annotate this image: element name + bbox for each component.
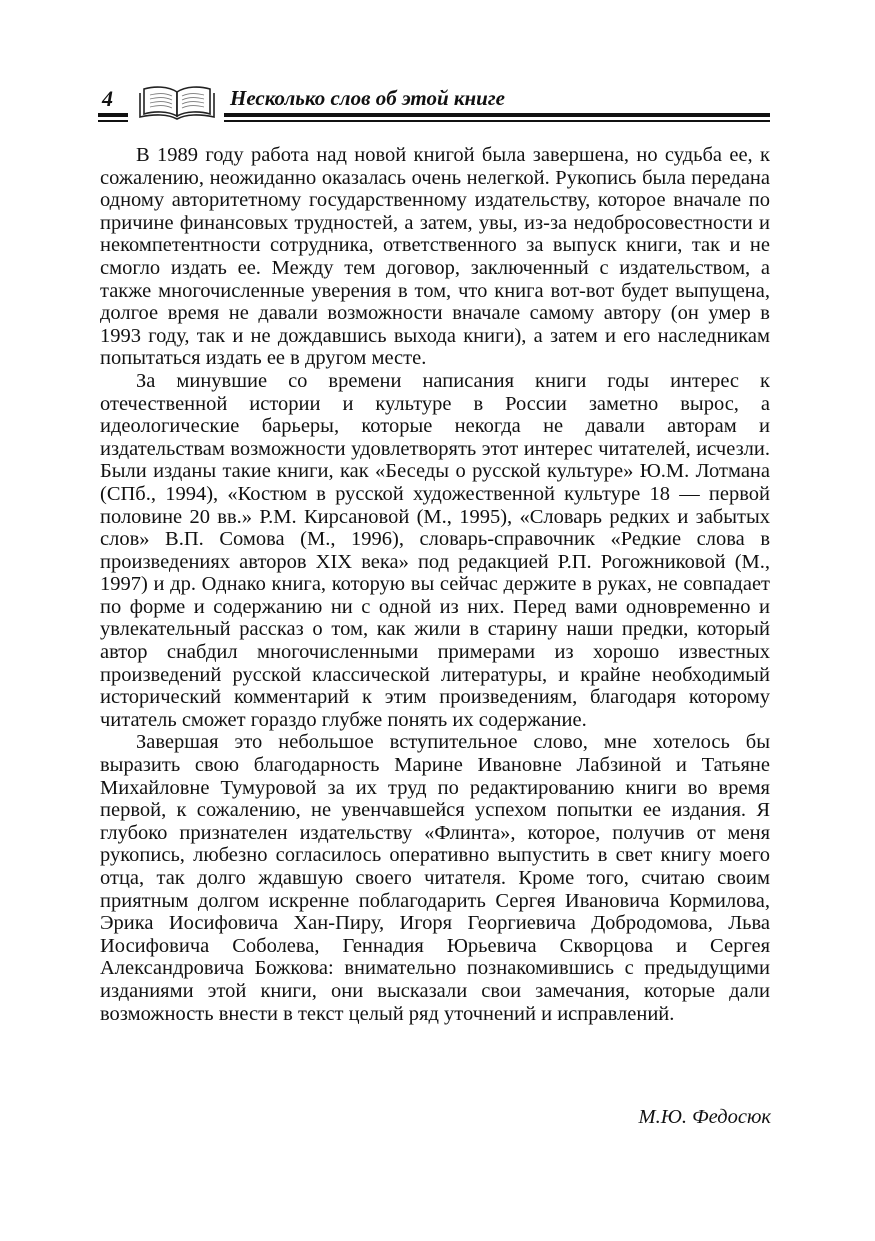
header-rule [224,113,770,117]
open-book-icon [136,84,218,120]
paragraph: За минувшие со времени написания книги годы интерес к отечественной истории и культуре в России заметно вырос, а идеологические барьеры, которые некогда не давали авторам и издательствам возможности удовлетворять этот интерес читателей, исчезли. Были изданы такие книги, как «Беседы о русской культуре» Ю.М. Лотмана (СПб., 1994), «Костюм в русской художественной культуре 18 — первой половине 20 вв.» Р.М. Кирсановой (М., 1995), «Словарь редких и забытых слов» В.П. Сомова (М., 1996), словарь-справочник «Редкие слова в произведениях авторов XIX века» под редакцией Р.П. Рогожниковой (М., 1997) и др. Однако книга, которую вы сейчас держите в руках, не совпадает по форме и содержанию ни с одной из них. Перед вами одновременно и увлекательный рассказ о том, как жили в старину наши предки, который автор снабдил многочисленными примерами из хорошо известных произведений русской классической литературы, и крайне необходимый исторический комментарий к этим произведениям, благодаря которому читатель сможет гораздо глубже понять их содержание. [100,369,770,731]
body-text [100,144,770,1025]
header-rule [98,113,128,117]
header-title: Несколько слов об этой книге [230,86,505,110]
paragraph: Завершая это небольшое вступительное слово, мне хотелось бы выразить свою благодарность Марине Ивановне Лабзиной и Татьяне Михайловне Тумуровой за их труд по редактированию книги во время первой, к сожалению, не увенчавшейся успехом попытки ее издания. Я глубоко признателен издательству «Флинта», которое, получив от меня рукопись, любезно согласилось оперативно выпустить в свет книгу моего отца, так долго ждавшую своего читателя. Кроме того, считаю своим приятным долгом искренне поблагодарить Сергея Ивановича Кормилова, Эрика Иосифовича Хан-Пиру, Игоря Георгиевича Добродомова, Льва Иосифовича Соболева, Геннадия Юрьевича Скворцова и Сергея Александровича Божкова: внимательно познакомившись с предыдущими изданиями этой книги, они высказали свои замечания, которые дали возможность внести в текст целый ряд уточнений и исправлений. [100,731,770,1025]
page-number: 4 [102,86,113,111]
paragraph: В 1989 году работа над новой книгой была завершена, но судьба ее, к сожалению, неожиданно оказалась очень нелегкой. Рукопись была передана одному авторитетному государственному издательству, которое вначале по причине финансовых трудностей, а затем, увы, из-за недобросовестности и некомпетентности сотрудника, ответственного за выпуск книги, так и не смогло издать ее. Между тем договор, заключенный с издательством, а также многочисленные уверения в том, что книга вот-вот будет выпущена, долгое время не давали возможности вначале самому автору (он умер в 1993 году, так и не дождавшись выхода книги), а затем и его наследникам попытаться издать ее в другом месте. [100,144,770,370]
running-header [98,84,770,128]
header-rule [224,120,770,122]
header-rule [98,120,128,122]
author-signature: М.Ю. Федосюк [638,1106,771,1128]
